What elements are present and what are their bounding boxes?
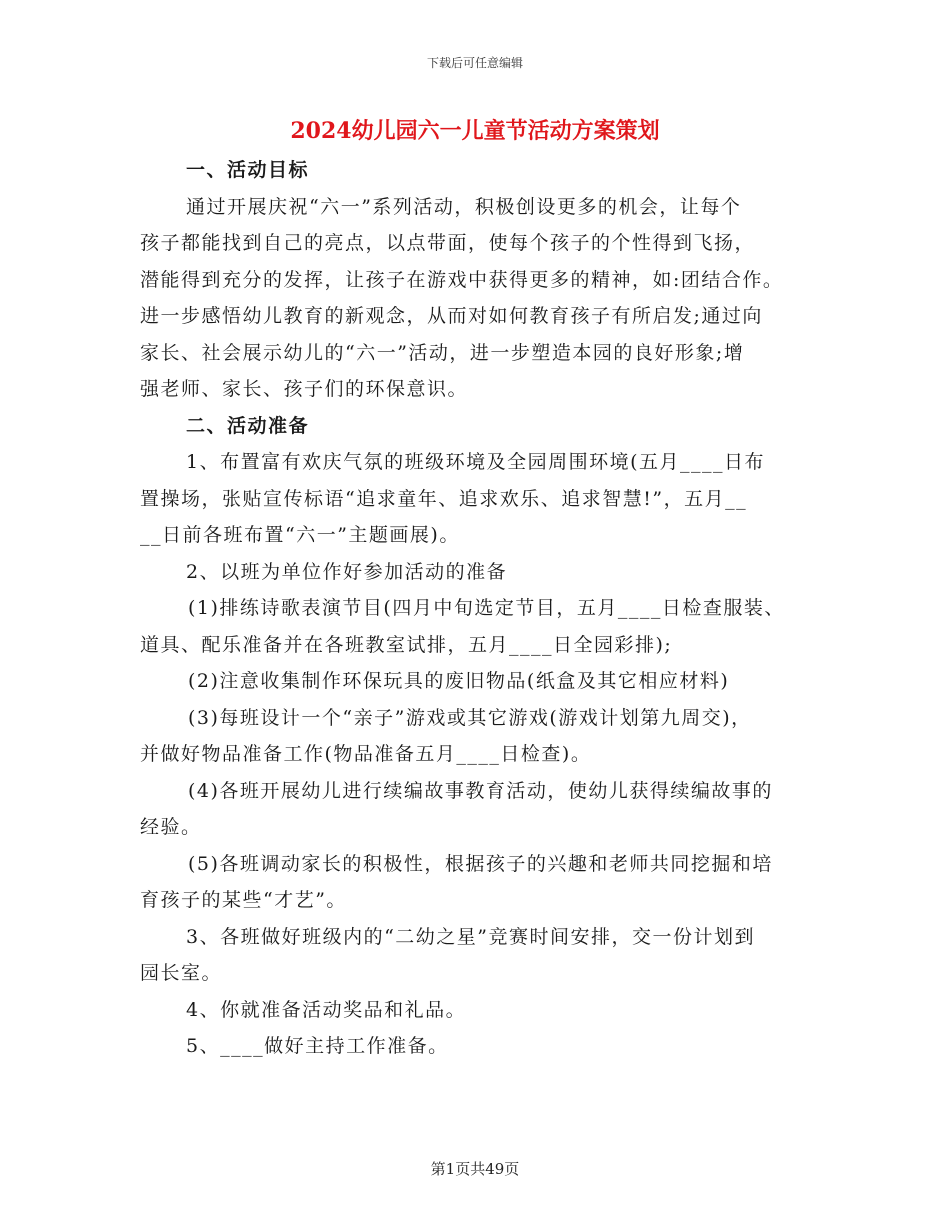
body-text-line: 园长室。 xyxy=(140,962,223,984)
body-text-line: 2、以班为单位作好参加活动的准备 xyxy=(186,560,508,583)
body-text-line: 潜能得到充分的发挥，让孩子在游戏中获得更多的精神，如:团结合作。 xyxy=(140,268,784,291)
body-text-line: (4)各班开展幼儿进行续编故事教育活动，使幼儿获得续编故事的 xyxy=(188,779,773,802)
body-text-line: 家长、社会展示幼儿的“六一”活动，进一步塑造本园的良好形象;增 xyxy=(140,341,745,364)
body-text-line: 育孩子的某些“才艺”。 xyxy=(140,889,347,911)
body-text-line: 进一步感悟幼儿教育的新观念，从而对如何教育孩子有所启发;通过向 xyxy=(140,305,763,327)
body-text-line: (1)排练诗歌表演节目(四月中旬选定节目，五月____日检查服装、 xyxy=(188,597,785,619)
page-number-footer: 第1页共49页 xyxy=(430,1160,520,1178)
section-heading: 二、活动准备 xyxy=(186,414,310,437)
body-text-line: 3、各班做好班级内的“二幼之星”竞赛时间安排，交一份计划到 xyxy=(186,925,756,948)
section-heading: 一、活动目标 xyxy=(186,159,310,181)
body-text-line: 强老师、家长、孩子们的环保意识。 xyxy=(140,378,469,400)
body-text-line: (2)注意收集制作环保玩具的废旧物品(纸盒及其它相应材料) xyxy=(188,670,730,692)
body-text-line: 通过开展庆祝“六一”系列活动，积极创设更多的机会，让每个 xyxy=(186,195,742,218)
body-text-line: (3)每班设计一个“亲子”游戏或其它游戏(游戏计划第九周交)， xyxy=(188,706,752,729)
body-text-line: 4、你就准备活动奖品和礼品。 xyxy=(186,998,467,1021)
body-text-line: 孩子都能找到自己的亮点，以点带面，使每个孩子的个性得到飞扬， xyxy=(140,232,756,254)
body-text-line: 并做好物品准备工作(物品准备五月____日检查)。 xyxy=(140,743,592,765)
page-header-note: 下载后可任意编辑 xyxy=(426,56,523,70)
body-text-line: 置操场，张贴宣传标语“追求童年、追求欢乐、追求智慧!”，五月__ xyxy=(140,487,748,510)
body-text-line: (5)各班调动家长的积极性，根据孩子的兴趣和老师共同挖掘和培 xyxy=(188,852,773,875)
document-title: 2024幼儿园六一儿童节活动方案策划 xyxy=(290,118,660,144)
body-text-line: 5、____做好主持工作准备。 xyxy=(186,1035,449,1057)
body-text-line: __日前各班布置“六一”主题画展)。 xyxy=(140,524,460,546)
body-text-line: 经验。 xyxy=(140,816,202,838)
body-text-line: 1、布置富有欢庆气氛的班级环境及全园周围环境(五月____日布 xyxy=(186,451,766,473)
body-text-line: 道具、配乐准备并在各班教室试排，五月____日全园彩排); xyxy=(140,633,673,656)
document-body xyxy=(140,152,820,1065)
